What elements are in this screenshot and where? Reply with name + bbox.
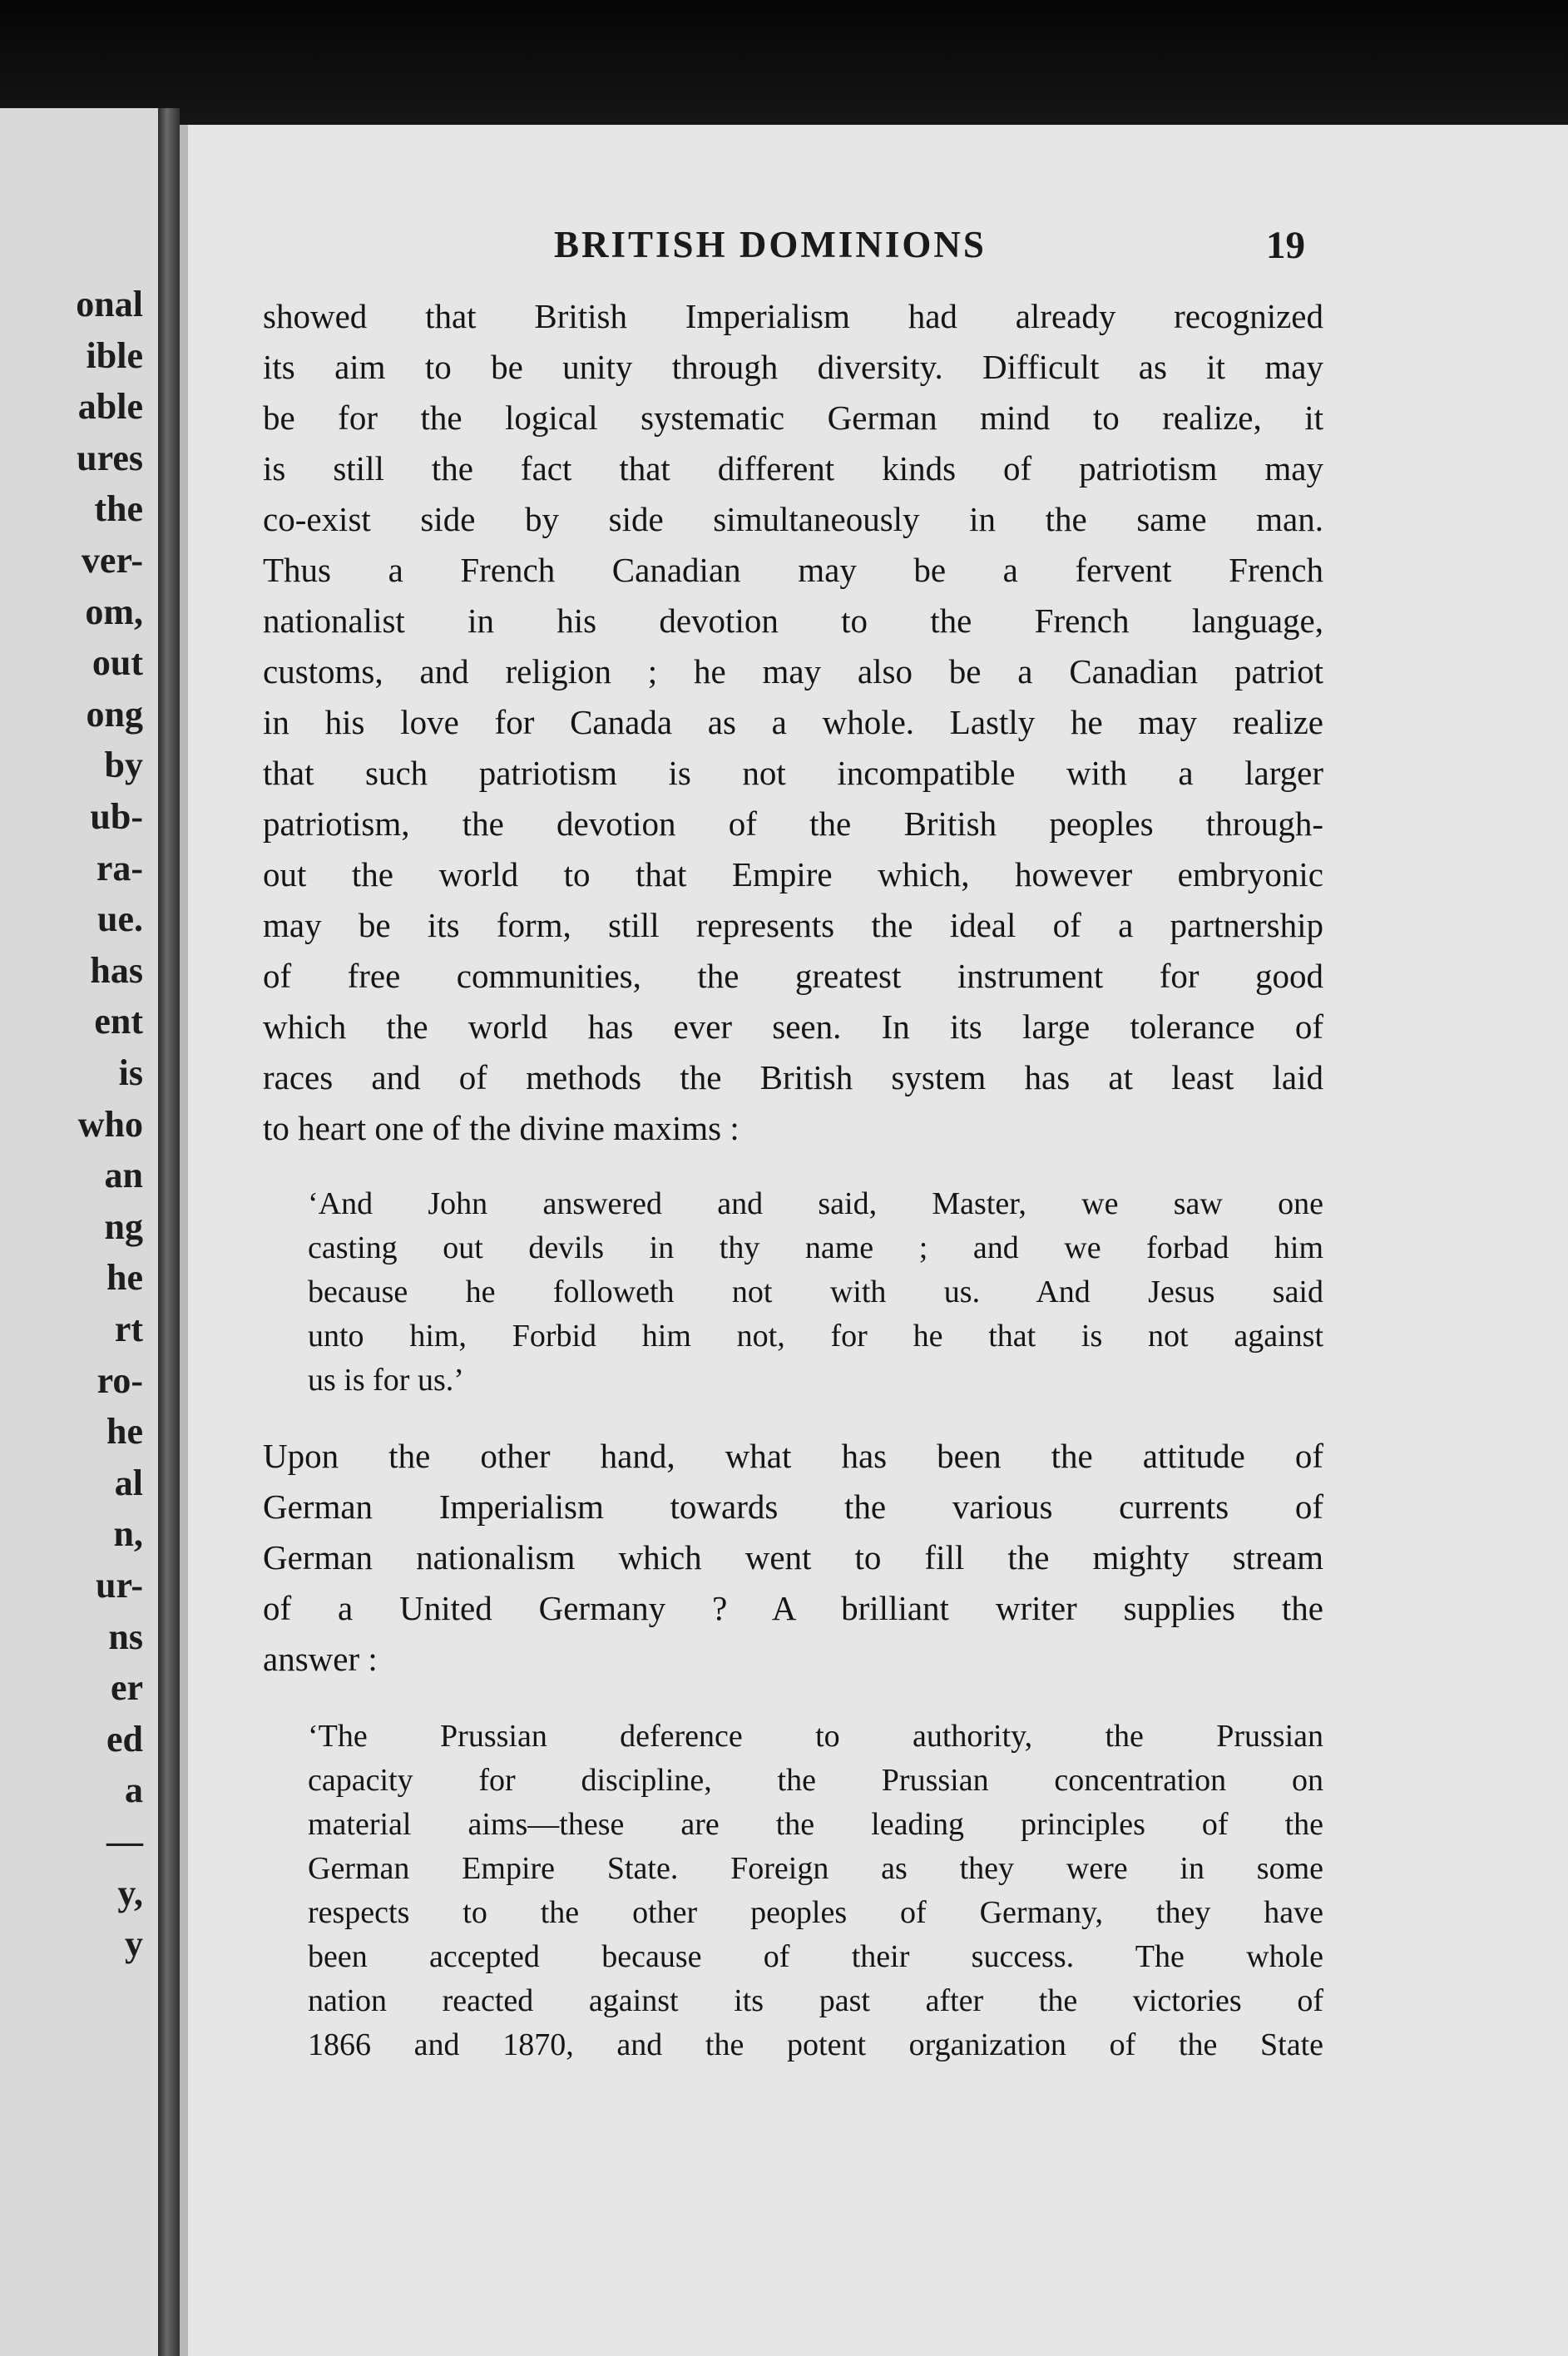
text-line: us is for us.’ [308, 1363, 464, 1398]
scan-top-border [0, 0, 1568, 125]
previous-page-text-fragment: om, [85, 591, 143, 632]
page-body [263, 291, 1323, 2067]
previous-page-text-fragment: a [125, 1769, 143, 1811]
previous-page-text-fragment: ible [86, 334, 143, 376]
book-page [180, 125, 1568, 2356]
previous-page-text-fragment: ent [94, 1001, 143, 1042]
previous-page-text-fragment: ra- [96, 847, 143, 888]
text-line: which the world has ever seen. In its large tolerance of [263, 1007, 1323, 1046]
text-line: patriotism, the devotion of the British peoples through- [263, 804, 1323, 843]
previous-page-text-fragment: ue. [97, 898, 143, 940]
previous-page-text-fragment: — [106, 1821, 143, 1862]
text-line: may be its form, still represents the ideal of a partnership [263, 906, 1323, 944]
text-line: of a United Germany ? A brilliant writer supplies the [263, 1589, 1323, 1627]
text-line: customs, and religion ; he may also be a Canadian patriot [263, 652, 1323, 690]
previous-page-text-fragment: able [77, 386, 143, 428]
text-line: races and of methods the British system has at least laid [263, 1058, 1323, 1096]
previous-page-text-fragment: the [94, 488, 143, 530]
previous-page-text-fragment: er [110, 1667, 143, 1709]
text-line: Thus a French Canadian may be a fervent French [263, 551, 1323, 589]
previous-page-text-fragment: who [77, 1103, 143, 1145]
text-line: out the world to that Empire which, however embryonic [263, 855, 1323, 893]
text-line: of free communities, the greatest instrument for good [263, 957, 1323, 995]
running-head: BRITISH DOMINIONS [554, 224, 987, 265]
previous-page-text-fragment: ong [86, 693, 143, 735]
text-line: material aims—these are the leading principles of the [308, 1807, 1323, 1842]
previous-page-text-fragment: out [92, 642, 143, 684]
text-line: been accepted because of their success. The whole [308, 1939, 1323, 1974]
text-line: showed that British Imperialism had already recognized [263, 297, 1323, 335]
previous-page-text-fragment: ver- [81, 540, 143, 581]
text-line: German Empire State. Foreign as they were in some [308, 1851, 1323, 1886]
previous-page-text-fragment: by [104, 745, 143, 786]
text-line: nationalist in his devotion to the French language, [263, 601, 1323, 640]
previous-page-text-fragment: an [104, 1155, 143, 1196]
text-line: in his love for Canada as a whole. Lastly he may realize [263, 703, 1323, 741]
text-line: capacity for discipline, the Prussian concentration on [308, 1763, 1323, 1798]
previous-page-text-fragment: ns [108, 1616, 143, 1657]
previous-page-text-fragment: is [118, 1052, 143, 1093]
text-line: nation reacted against its past after the victories of [308, 1983, 1323, 2018]
book-gutter [158, 108, 180, 2356]
previous-page-text-fragment: n, [113, 1513, 143, 1555]
block-quote-1 [308, 1182, 1323, 1403]
previous-page-text-fragment: has [90, 949, 143, 991]
text-line: ‘And John answered and said, Master, we saw one [308, 1186, 1323, 1221]
previous-page-edge [0, 108, 158, 2356]
previous-page-text-fragment: ng [104, 1205, 143, 1247]
text-line: co-exist side by side simultaneously in the same man. [263, 500, 1323, 538]
previous-page-text-fragment: he [106, 1257, 143, 1299]
previous-page-text-fragment: rt [114, 1309, 143, 1349]
page-header [180, 223, 1568, 273]
previous-page-text-fragment: ub- [90, 796, 143, 837]
paragraph-1 [263, 291, 1323, 1154]
text-line: German nationalism which went to fill the mighty stream [263, 1538, 1323, 1576]
text-line: to heart one of the divine maxims : [263, 1109, 739, 1147]
paragraph-2 [263, 1431, 1323, 1685]
text-line: Upon the other hand, what has been the attitude of [263, 1437, 1323, 1475]
text-line: respects to the other peoples of Germany, they have [308, 1895, 1323, 1930]
text-line: ‘The Prussian deference to authority, the Prussian [308, 1719, 1323, 1754]
previous-page-text-fragment: ur- [95, 1565, 143, 1606]
text-line: its aim to be unity through diversity. Difficult as it may [263, 348, 1323, 386]
previous-page-text-fragment: ures [77, 437, 143, 478]
text-line: answer : [263, 1640, 378, 1678]
text-line: is still the fact that different kinds of patriotism may [263, 449, 1323, 488]
page-number: 19 [1266, 224, 1305, 267]
block-quote-2 [308, 1715, 1323, 2067]
previous-page-text-fragment: ed [106, 1718, 143, 1760]
previous-page-text-fragment: y, [117, 1872, 143, 1913]
text-line: be for the logical systematic German mind to realize, it [263, 398, 1323, 437]
previous-page-text-fragment: al [114, 1462, 143, 1503]
previous-page-text-fragment: onal [76, 284, 143, 324]
text-line: that such patriotism is not incompatible with a larger [263, 754, 1323, 792]
text-line: 1866 and 1870, and the potent organization of the State [308, 2027, 1323, 2062]
text-line: casting out devils in thy name ; and we forbad him [308, 1230, 1323, 1265]
text-line: unto him, Forbid him not, for he that is not against [308, 1319, 1323, 1354]
previous-page-text-fragment: ro- [96, 1359, 143, 1401]
text-line: because he followeth not with us. And Jesus said [308, 1275, 1323, 1309]
previous-page-text-fragment: he [106, 1411, 143, 1453]
previous-page-text-fragment: y [125, 1923, 143, 1965]
text-line: German Imperialism towards the various currents of [263, 1487, 1323, 1526]
page-left-edge [180, 125, 188, 2356]
